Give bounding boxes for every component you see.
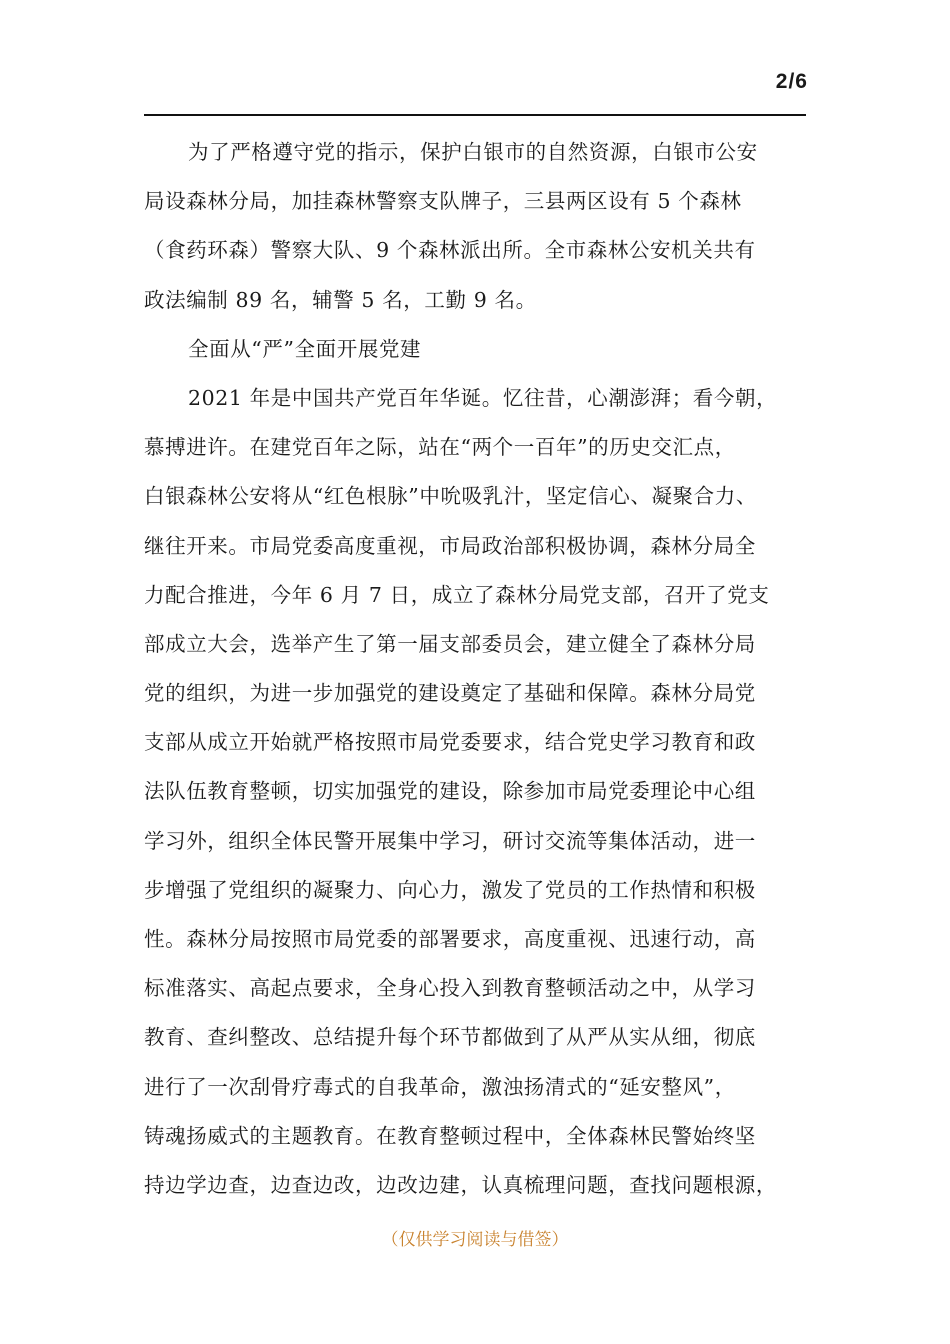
text-line: （食药环森）警察大队、9 个森林派出所。全市森林公安机关共有 — [144, 238, 756, 263]
text-line: 性。森林分局按照市局党委的部署要求，高度重视、迅速行动，高 — [144, 927, 756, 951]
header-divider — [144, 114, 806, 116]
text-line: 局设森林分局，加挂森林警察支队牌子，三县两区设有 5 个森林 — [144, 189, 742, 214]
page-number: 2/6 — [775, 70, 808, 93]
text-line: 慕搏进许。在建党百年之际，站在“两个一百年”的历史交汇点， — [144, 435, 736, 460]
text-line: 2021 年是中国共产党百年华诞。忆往昔，心潮澎湃；看今朝， — [188, 385, 778, 410]
section-heading: 全面从“严”全面开展党建 — [188, 336, 422, 361]
text-line: 白银森林公安将从“红色根脉”中吮吸乳汁，坚定信心、凝聚合力、 — [144, 484, 757, 509]
text-line: 为了严格遵守党的指示，保护白银市的自然资源，白银市公安 — [188, 140, 758, 164]
text-line: 标准落实、高起点要求，全身心投入到教育整顿活动之中，从学习 — [144, 976, 756, 1001]
text-line: 继往开来。市局党委高度重视，市局政治部积极协调，森林分局全 — [144, 533, 756, 558]
text-line: 党的组织，为进一步加强党的建设奠定了基础和保障。森林分局党 — [144, 681, 756, 706]
text-line: 支部从成立开始就严格按照市局党委要求，结合党史学习教育和政 — [144, 730, 756, 755]
text-line: 部成立大会，选举产生了第一届支部委员会，建立健全了森林分局 — [144, 631, 756, 656]
text-line: 力配合推进，今年 6 月 7 日，成立了森林分局党支部，召开了党支 — [144, 582, 770, 607]
text-line: 进行了一次刮骨疗毒式的自我革命，激浊扬清式的“延安整风”， — [144, 1074, 736, 1099]
text-line: 教育、查纠整改、总结提升每个环节都做到了从严从实从细，彻底 — [144, 1025, 756, 1050]
text-line: 铸魂扬威式的主题教育。在教育整顿过程中，全体森林民警始终坚 — [144, 1123, 756, 1148]
text-line: 步增强了党组织的凝聚力、向心力，激发了党员的工作热情和积极 — [144, 877, 756, 902]
text-line: 法队伍教育整顿，切实加强党的建设，除参加市局党委理论中心组 — [144, 779, 756, 804]
text-line: 政法编制 89 名，辅警 5 名，工勤 9 名。 — [144, 287, 537, 312]
text-line: 持边学边查，边查边改，边改边建，认真梳理问题，查找问题根源， — [144, 1172, 777, 1197]
text-line: 学习外，组织全体民警开展集中学习，研讨交流等集体活动，进一 — [144, 828, 756, 853]
footer-note: （仅供学习阅读与借签） — [381, 1230, 569, 1250]
document-body — [144, 128, 818, 1210]
